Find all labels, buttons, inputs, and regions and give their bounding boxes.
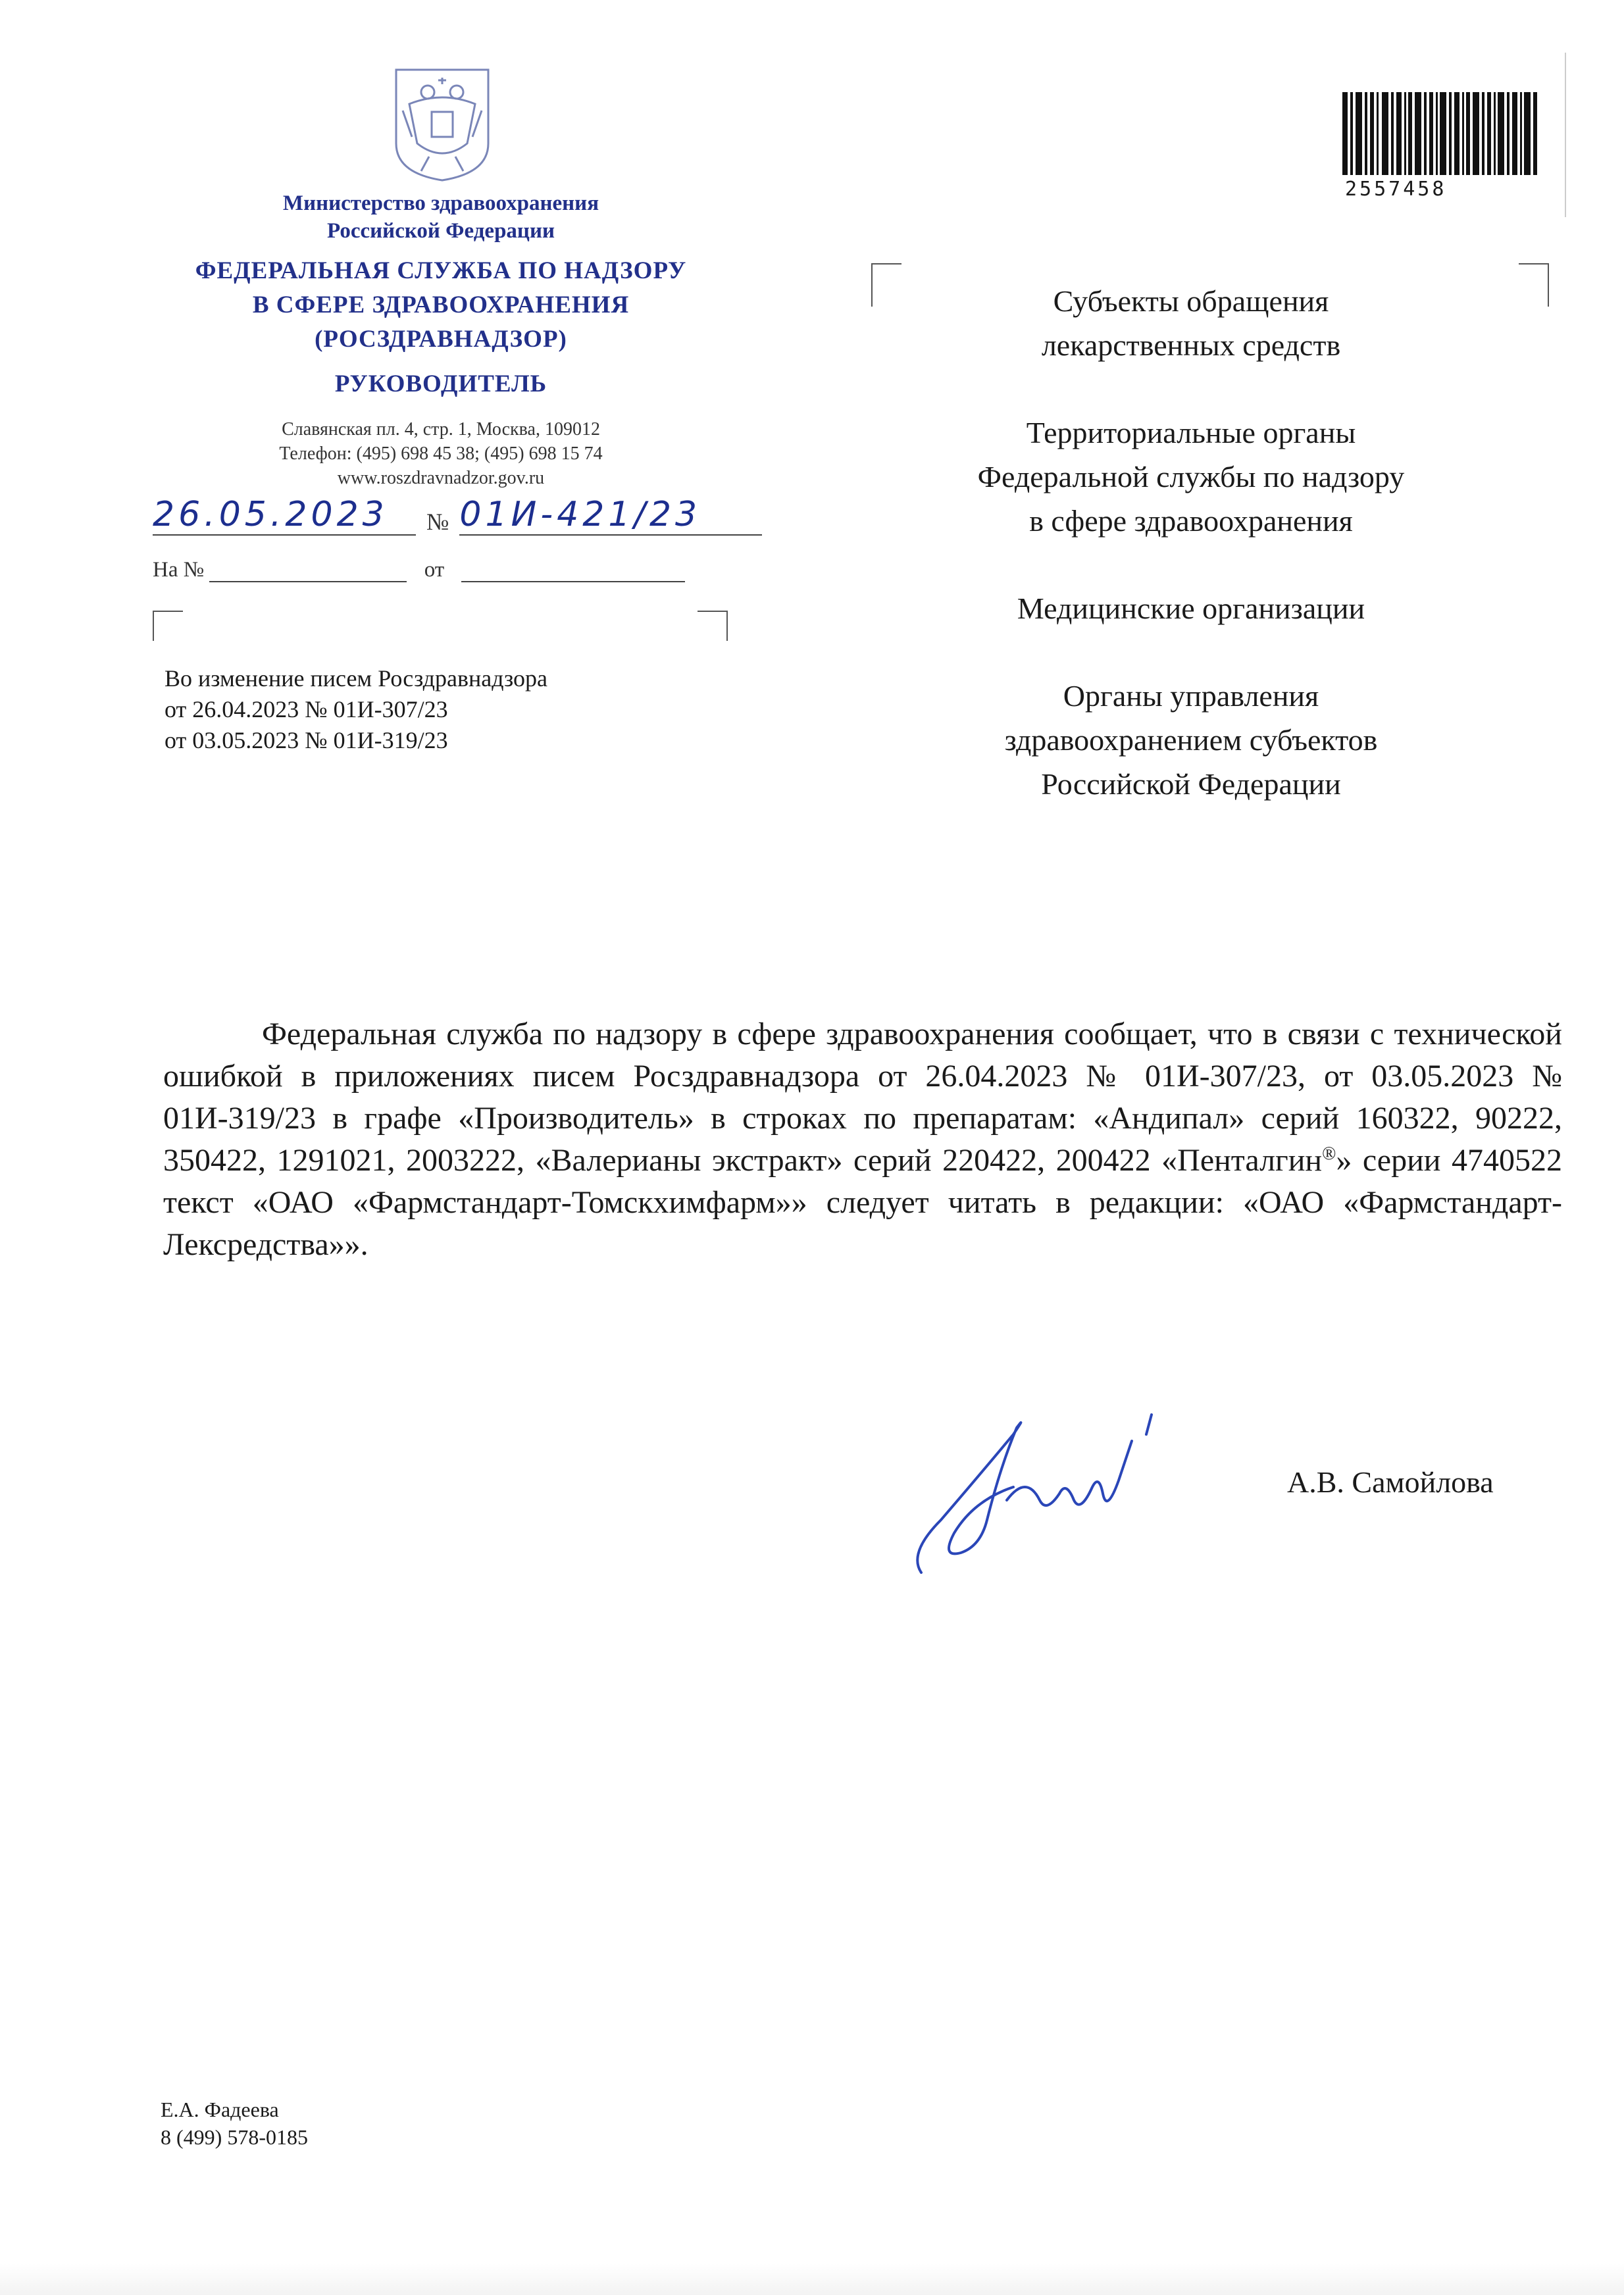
recipient-line: Субъекты обращения (1053, 284, 1329, 318)
recipients (882, 279, 1500, 849)
scan-edge (0, 2263, 1624, 2295)
recipient-line: здравоохранением субъектов (1004, 723, 1378, 757)
address: Славянская пл. 4, стр. 1, Москва, 109012 (282, 419, 600, 440)
handwritten-signature (901, 1388, 1191, 1586)
bracket-corner (698, 611, 728, 641)
na-blank (209, 561, 407, 582)
registration-date: 26.05.2023 (153, 495, 388, 534)
bracket-corner (153, 611, 183, 641)
recipient-line: лекарственных средств (1041, 328, 1341, 362)
registration-line (153, 495, 811, 547)
reference-line (153, 558, 685, 582)
service-name (132, 254, 750, 357)
contacts (132, 417, 750, 490)
date-field (153, 495, 416, 536)
registration-number: 01И-421/23 (459, 495, 701, 534)
change-note-line: от 03.05.2023 № 01И-319/23 (165, 727, 448, 753)
na-label: На № (153, 558, 205, 582)
number-field (459, 495, 762, 536)
ministry-line: Российской Федерации (327, 219, 555, 243)
barcode-number: 2557458 (1345, 178, 1447, 201)
body-paragraph (163, 1013, 1562, 1266)
change-note-line: Во изменение писем Росздравнадзора (165, 665, 547, 692)
service-line: В СФЕРЕ ЗДРАВООХРАНЕНИЯ (252, 291, 630, 318)
bracket-corner (1519, 263, 1549, 307)
coat-of-arms-emblem (390, 64, 495, 183)
change-note (165, 663, 547, 756)
service-line: ФЕДЕРАЛЬНАЯ СЛУЖБА ПО НАДЗОРУ (195, 257, 687, 284)
letter-body (163, 1013, 1562, 1266)
change-note-line: от 26.04.2023 № 01И-307/23 (165, 696, 448, 722)
recipient (882, 411, 1500, 543)
recipient-line: Медицинские организации (1017, 592, 1365, 625)
recipient (882, 586, 1500, 630)
recipient-line: Органы управления (1063, 679, 1319, 713)
ministry-name (132, 189, 750, 245)
recipient-line: в сфере здравоохранения (1029, 504, 1353, 538)
recipient-line: Федеральной службы по надзору (977, 460, 1405, 493)
phone: Телефон: (495) 698 45 38; (495) 698 15 74 (279, 443, 603, 464)
executor (161, 2096, 308, 2151)
body-text-part: Федеральная служба по надзору в сфере здравоохранения сообщает, что в связи с технической ошибкой в приложениях писем Росздравнадзора от 26.04.2023 № 01И-307/23, от 03.05.2023 № 01И-319/23 в графе «Производитель» в строках по препаратам: «Андипал» серий 160322, 90222, 350422, 1291021, 2003222, «Валерианы экстракт» серий 220422, 200422 «Пенталгин (163, 1017, 1562, 1178)
number-sign: № (426, 509, 449, 535)
position-title: РУКОВОДИТЕЛЬ (334, 370, 547, 397)
scan-edge (1565, 53, 1566, 217)
ot-blank (461, 561, 685, 582)
executor-phone: 8 (499) 578-0185 (161, 2125, 308, 2149)
barcode (1342, 92, 1540, 175)
ministry-line: Министерство здравоохранения (282, 191, 599, 215)
ot-label: от (424, 558, 445, 582)
service-line: (РОСЗДРАВНАДЗОР) (315, 326, 567, 353)
body-text-part: » серии 4740522 текст «ОАО «Фармстандарт-Томскхимфарм»» следует читать в редакции: «ОАО «Фармстандарт-Лексредства»». (163, 1143, 1562, 1262)
recipient-line: Российской Федерации (1041, 767, 1341, 801)
recipient-line: Территориальные органы (1026, 416, 1356, 449)
website: www.roszdravnadzor.gov.ru (337, 468, 545, 488)
recipient (882, 279, 1500, 367)
signatory-name: А.В. Самойлова (1287, 1465, 1494, 1499)
registered-mark: ® (1322, 1144, 1336, 1164)
recipient (882, 674, 1500, 806)
executor-name: Е.А. Фадеева (161, 2098, 279, 2121)
